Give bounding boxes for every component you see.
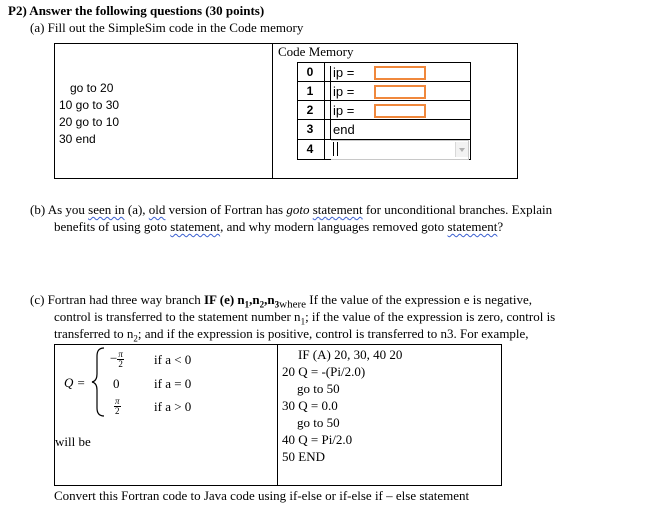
case-1-condition: if a < 0 — [154, 352, 192, 367]
ip-input-2[interactable] — [374, 104, 426, 118]
address-3: 3 — [306, 122, 314, 136]
part-c-line-3: transferred to $n_2$; and if the expression is positive, control is transferred to n3. For example, — [54, 326, 529, 344]
will-be-label: will be — [55, 434, 91, 449]
part-b-line-1: (b) As you seen in (a), old version of Fortran has goto statement for unconditional branches. Explain — [30, 202, 553, 217]
fortran-code-block — [282, 346, 402, 465]
convert-instruction: Convert this Fortran code to Java code using if-else or if-else if – else statement — [54, 488, 470, 503]
formula-lhs: Q = — [64, 375, 86, 390]
table-divider — [272, 43, 273, 178]
code-line: 10 go to 30 — [59, 98, 120, 112]
fortran-line: 50 END — [282, 449, 325, 464]
fortran-line: IF (A) 20, 30, 40 20 — [298, 347, 403, 362]
memory-text-1: ip = — [333, 84, 355, 99]
fortran-line: 30 Q = 0.0 — [282, 398, 338, 413]
fortran-line: go to 50 — [297, 415, 340, 430]
part-c-line-1: (c) Fortran had three way branch IF (e) $n_1,n_2,n_{3where}$ If the value of the expression e is negative, — [30, 292, 532, 311]
code-memory-title: Code Memory — [278, 44, 354, 59]
address-1: 1 — [306, 84, 314, 98]
case-3-value: $\frac{\pi}{2}$ — [115, 396, 120, 416]
code-line: 30 end — [59, 132, 96, 146]
code-line: go to 20 — [70, 81, 114, 95]
memory-text-0: ip = — [333, 65, 355, 80]
text-cursor — [333, 142, 334, 156]
address-0: 0 — [306, 65, 314, 79]
dropdown-arrow-icon[interactable] — [455, 142, 468, 157]
memory-row-separator — [330, 66, 331, 139]
case-2-condition: if a = 0 — [154, 376, 192, 391]
question-heading: P2) Answer the following questions (30 points) — [8, 3, 265, 18]
part-a-prompt: (a) Fill out the SimpleSim code in the Code memory — [30, 20, 304, 35]
grid-hline — [297, 81, 470, 82]
memory-text-3: end — [333, 122, 355, 137]
table-divider — [277, 344, 278, 485]
fortran-line: 40 Q = Pi/2.0 — [282, 432, 353, 447]
grid-hline — [297, 119, 470, 120]
grid-vline — [324, 62, 325, 159]
ip-input-1[interactable] — [374, 85, 426, 99]
left-code-block — [59, 80, 119, 148]
case-2-value: 0 — [113, 376, 120, 391]
part-b-line-2: benefits of using goto statement, and why modern languages removed goto statement? — [54, 219, 504, 234]
brace-icon — [91, 346, 107, 422]
memory-text-2: ip = — [333, 103, 355, 118]
row-4-input[interactable] — [331, 140, 469, 160]
ip-input-0[interactable] — [374, 66, 426, 80]
case-3-condition: if a > 0 — [154, 399, 192, 414]
fortran-line: go to 50 — [297, 381, 340, 396]
text-cursor — [337, 142, 338, 156]
grid-hline — [297, 100, 470, 101]
fortran-line: 20 Q = -(Pi/2.0) — [282, 364, 366, 379]
part-c-line-2: control is transferred to the statement number $n_1$; if the value of the expression is zero, control is — [54, 309, 556, 327]
case-1-value: − $\frac{\pi}{2}$ — [110, 349, 123, 369]
address-4: 4 — [306, 142, 314, 156]
code-line: 20 go to 10 — [59, 115, 120, 129]
address-2: 2 — [306, 103, 314, 117]
